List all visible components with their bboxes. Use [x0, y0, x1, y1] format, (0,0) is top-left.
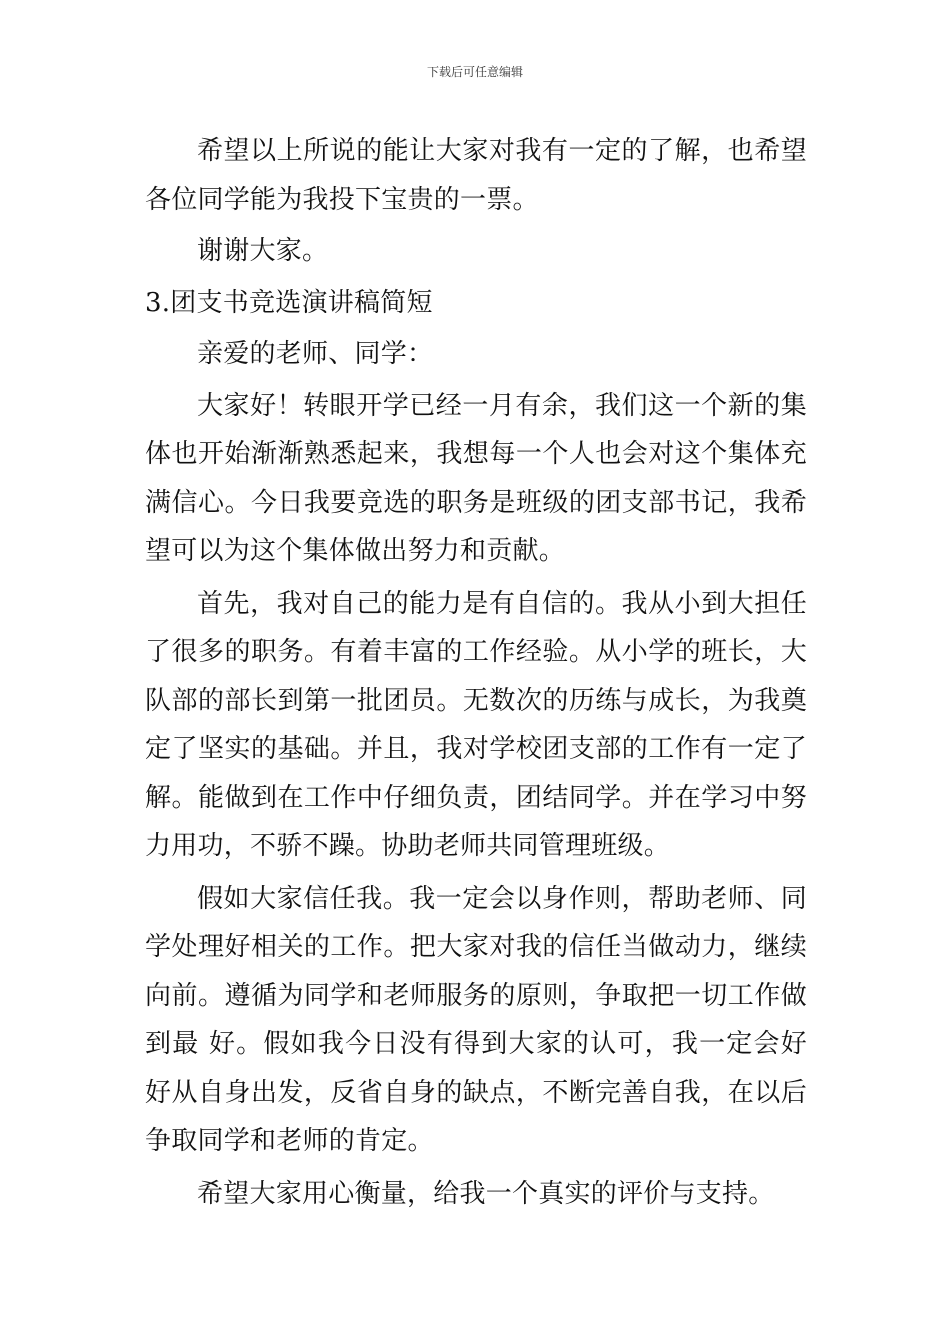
paragraph-greeting: 大家好！转眼开学已经一月有余，我们这一个新的集体也开始渐渐熟悉起来，我想每一个人也会对这个集体充满信心。今日我要竞选的职务是班级的团支部书记，我希望可以为这个集体做出努力和贡献。: [145, 390, 807, 566]
paragraph-closing-hope: 希望以上所说的能让大家对我有一定的了解，也希望各位同学能为我投下宝贵的一票。: [145, 136, 807, 215]
paragraph-thanks: 谢谢大家。: [197, 236, 329, 266]
paragraph-commitment: 假如大家信任我。我一定会以身作则，帮助老师、同学处理好相关的工作。把大家对我的信任当做动力，继续向前。遵循为同学和老师服务的原则，争取把一切工作做到最 好。假如我今日没有得到大家的认可，我一定会好好从自身出发，反省自身的缺点，不断完善自我，在以后争取同学和老师的肯定。: [145, 883, 807, 1156]
paragraph-salutation: 亲爱的老师、同学：: [197, 339, 434, 369]
section-heading: 3.团支书竞选演讲稿简短: [145, 287, 433, 318]
paragraph-ability: 首先，我对自己的能力是有自信的。我从小到大担任了很多的职务。有着丰富的工作经验。从小学的班长，大队部的部长到第一批团员。无数次的历练与成长，为我奠定了坚实的基础。并且，我对学校团支部的工作有一定了解。能做到在工作中仔细负责，团结同学。并在学习中努力用功，不骄不躁。协助老师共同管理班级。: [145, 588, 807, 861]
page-header: 下载后可任意编辑: [426, 65, 523, 79]
paragraph-final-request: 希望大家用心衡量，给我一个真实的评价与支持。: [197, 1178, 775, 1209]
document-body: [145, 127, 807, 1218]
